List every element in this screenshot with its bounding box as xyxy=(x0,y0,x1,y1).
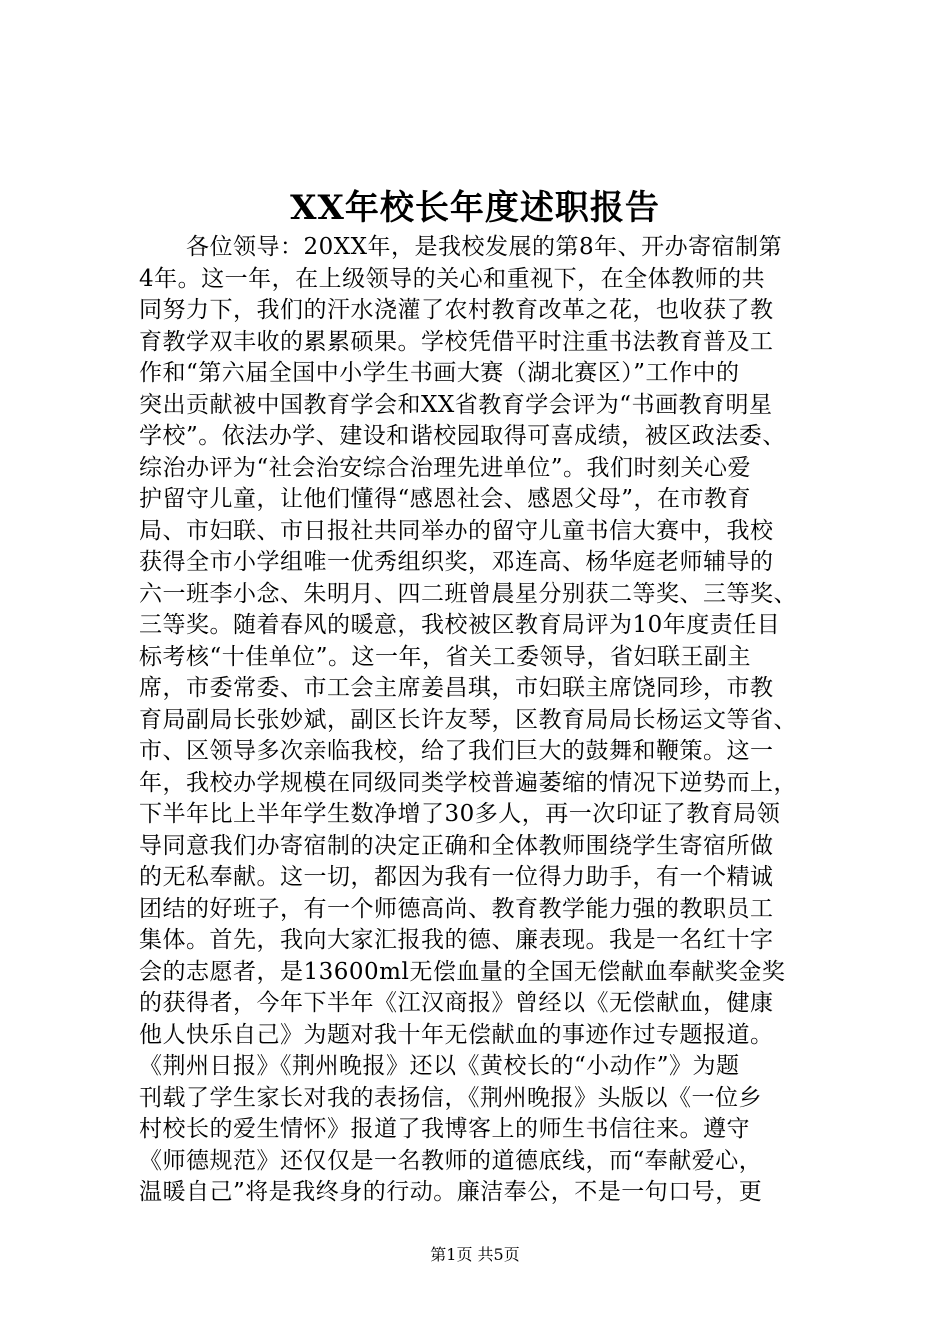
body-text-line: 市、区领导多次亲临我校，给了我们巨大的鼓舞和鞭策。这一 xyxy=(139,738,774,764)
body-text-line: 的无私奉献。这一切，都因为我有一位得力助手，有一个精诚 xyxy=(139,864,774,890)
body-text-line: 导同意我们办寄宿制的决定正确和全体教师围绕学生寄宿所做 xyxy=(139,832,774,859)
body-text-line: 突出贡献被中国教育学会和XX省教育学会评为“书画教育明星 xyxy=(139,391,773,418)
body-text-line: 年，我校办学规模在同级同类学校普遍萎缩的情况下逆势而上， xyxy=(139,769,797,796)
body-text-line: 三等奖。随着春风的暖意，我校被区教育局评为10年度责任目 xyxy=(139,612,781,638)
body-text-line: 村校长的爱生情怀》报道了我博客上的师生书信往来。遵守 xyxy=(139,1116,750,1142)
body-text-line: 局、市妇联、市日报社共同举办的留守儿童书信大赛中，我校 xyxy=(139,517,774,544)
body-text-line: 获得全市小学组唯一优秀组织奖，邓连高、杨华庭老师辅导的 xyxy=(139,549,774,575)
body-text-line: 席，市委常委、市工会主席姜昌琪，市妇联主席饶同珍，市教 xyxy=(139,675,774,701)
body-text-line: 育教学双丰收的累累硕果。学校凭借平时注重书法教育普及工 xyxy=(139,328,774,355)
document-body xyxy=(139,232,829,1209)
body-text-line: 《荆州日报》《荆州晚报》还以《黄校长的“小动作”》为题 xyxy=(139,1053,740,1079)
body-text-line: 集体。首先，我向大家汇报我的德、廉表现。我是一名红十字 xyxy=(139,927,774,953)
body-text-line: 《师德规范》还仅仅是一名教师的道德底线，而“奉献爱心， xyxy=(139,1147,763,1174)
body-text-line: 团结的好班子，有一个师德高尚、教育教学能力强的教职员工 xyxy=(139,895,774,922)
document-title: XX年校长年度述职报告 xyxy=(290,188,660,228)
body-text-line: 作和“第六届全国中小学生书画大赛（湖北赛区）”工作中的 xyxy=(139,360,740,386)
page-footer: 第1页 共5页 xyxy=(430,1245,520,1264)
body-text-line: 各位领导：20XX年，是我校发展的第8年、开办寄宿制第 xyxy=(139,234,783,260)
body-text-line: 4年。这一年，在上级领导的关心和重视下，在全体教师的共 xyxy=(139,265,766,292)
body-text-line: 温暖自己”将是我终身的行动。廉洁奉公，不是一句口号，更 xyxy=(139,1179,763,1205)
body-text-line: 标考核“十佳单位”。这一年，省关工委领导，省妇联王副主 xyxy=(139,643,752,670)
body-text-line: 同努力下，我们的汗水浇灌了农村教育改革之花，也收获了教 xyxy=(139,297,774,323)
body-text-line: 他人快乐自己》为题对我十年无偿献血的事迹作过专题报道。 xyxy=(139,1021,774,1048)
body-text-line: 会的志愿者，是13600ml无偿血量的全国无偿献血奉献奖金奖 xyxy=(139,958,786,985)
body-text-line: 学校”。依法办学、建设和谐校园取得可喜成绩，被区政法委、 xyxy=(139,423,786,449)
body-text-line: 综治办评为“社会治安综合治理先进单位”。我们时刻关心爱 xyxy=(139,454,752,481)
body-text-line: 六一班李小念、朱明月、四二班曾晨星分别获二等奖、三等奖、 xyxy=(139,580,797,607)
body-text-line: 护留守儿童，让他们懂得“感恩社会、感恩父母”，在市教育 xyxy=(139,486,752,512)
body-text-line: 育局副局长张妙斌，副区长许友琴，区教育局局长杨运文等省、 xyxy=(139,706,797,733)
body-text-line: 下半年比上半年学生数净增了30多人，再一次印证了教育局领 xyxy=(139,801,781,827)
body-text-line: 刊载了学生家长对我的表扬信，《荆州晚报》头版以《一位乡 xyxy=(139,1084,762,1111)
body-text-line: 的获得者，今年下半年《江汉商报》曾经以《无偿献血，健康 xyxy=(139,990,774,1016)
